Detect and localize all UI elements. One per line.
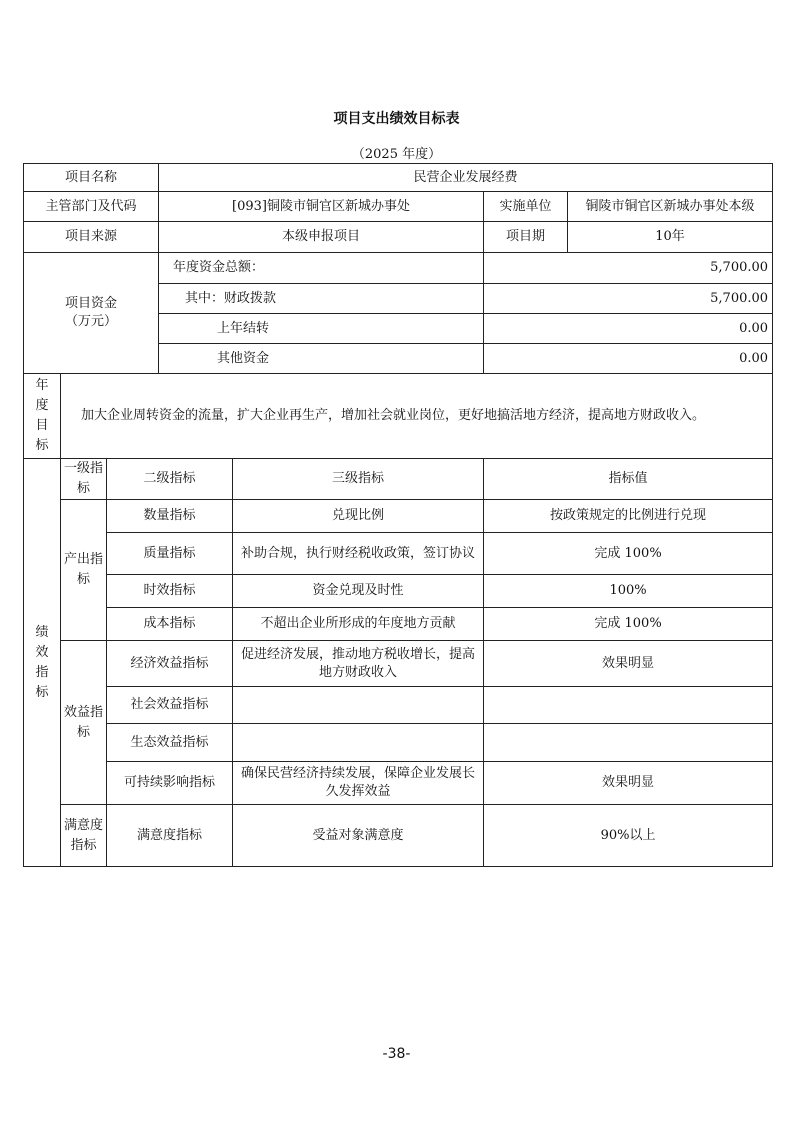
row-source — [24, 222, 773, 253]
table-row — [24, 641, 773, 687]
dept-label: 主管部门及代码 — [24, 192, 159, 222]
group-satisfaction: 满意度指标 — [61, 805, 107, 867]
perf-label — [24, 459, 61, 867]
goal-label — [24, 374, 61, 459]
header-value: 指标值 — [484, 459, 773, 500]
funds-row-value: 0.00 — [484, 344, 773, 374]
l2-cell: 可持续影响指标 — [107, 762, 233, 805]
funds-label-text: 项目资金 — [65, 296, 118, 311]
table-row — [24, 500, 773, 533]
l2-cell: 成本指标 — [107, 608, 233, 641]
value-cell — [484, 687, 773, 724]
row-annual-goal — [24, 374, 773, 459]
document-year: （2025 年度） — [351, 147, 442, 162]
funds-row-label: 其中：财政拨款 — [159, 284, 484, 314]
l3-cell — [233, 687, 484, 724]
table-row — [24, 687, 773, 724]
page-number: -38- — [382, 1046, 411, 1062]
performance-target-table — [23, 163, 773, 867]
perf-label-text: 绩效指标 — [35, 624, 49, 700]
group-output: 产出指标 — [61, 500, 107, 641]
l3-cell: 促进经济发展，推动地方税收增长，提高地方财政收入 — [233, 641, 484, 687]
funds-row-value: 5,700.00 — [484, 284, 773, 314]
funds-row-value: 5,700.00 — [484, 253, 773, 284]
value-cell: 效果明显 — [484, 762, 773, 805]
l2-cell: 生态效益指标 — [107, 724, 233, 762]
table-row — [24, 533, 773, 575]
row-perf-header — [24, 459, 773, 500]
l2-cell: 经济效益指标 — [107, 641, 233, 687]
l2-cell: 数量指标 — [107, 500, 233, 533]
period-label: 项目期 — [484, 222, 568, 253]
impl-value: 铜陵市铜官区新城办事处本级 — [568, 192, 773, 222]
dept-value: [093]铜陵市铜官区新城办事处 — [159, 192, 484, 222]
value-cell: 完成 100% — [484, 533, 773, 575]
value-cell — [484, 724, 773, 762]
source-value: 本级申报项目 — [159, 222, 484, 253]
l3-cell: 不超出企业所形成的年度地方贡献 — [233, 608, 484, 641]
table-row — [24, 805, 773, 867]
table-row — [24, 608, 773, 641]
funds-row-value: 0.00 — [484, 314, 773, 344]
l3-cell: 补助合规，执行财经税收政策，签订协议 — [233, 533, 484, 575]
value-cell: 按政策规定的比例进行兑现 — [484, 500, 773, 533]
period-value: 10年 — [568, 222, 773, 253]
project-name-label: 项目名称 — [24, 164, 159, 192]
goal-text: 加大企业周转资金的流量，扩大企业再生产，增加社会就业岗位，更好地搞活地方经济，提高地方财政收入。 — [61, 374, 773, 459]
l2-cell: 社会效益指标 — [107, 687, 233, 724]
funds-unit: （万元） — [65, 314, 118, 329]
table-row — [24, 724, 773, 762]
l3-cell: 资金兑现及时性 — [233, 575, 484, 608]
l2-cell: 满意度指标 — [107, 805, 233, 867]
row-project-name — [24, 164, 773, 192]
project-name-value: 民营企业发展经费 — [159, 164, 773, 192]
funds-row-label: 其他资金 — [159, 344, 484, 374]
document-title: 项目支出绩效目标表 — [333, 111, 460, 127]
value-cell: 100% — [484, 575, 773, 608]
l2-cell: 时效指标 — [107, 575, 233, 608]
l2-cell: 质量指标 — [107, 533, 233, 575]
l3-cell: 确保民营经济持续发展，保障企业发展长久发挥效益 — [233, 762, 484, 805]
goal-label-text: 年度目标 — [35, 378, 49, 453]
funds-row-label: 年度资金总额： — [159, 253, 484, 284]
l3-cell: 兑现比例 — [233, 500, 484, 533]
header-l1: 一级指标 — [61, 459, 107, 500]
table-row — [24, 575, 773, 608]
table-row — [24, 762, 773, 805]
funds-row-label: 上年结转 — [159, 314, 484, 344]
source-label: 项目来源 — [24, 222, 159, 253]
value-cell: 效果明显 — [484, 641, 773, 687]
row-funds-total — [24, 253, 773, 284]
header-l3: 三级指标 — [233, 459, 484, 500]
value-cell: 90%以上 — [484, 805, 773, 867]
funds-label — [24, 253, 159, 374]
value-cell: 完成 100% — [484, 608, 773, 641]
l3-cell: 受益对象满意度 — [233, 805, 484, 867]
header-l2: 二级指标 — [107, 459, 233, 500]
impl-label: 实施单位 — [484, 192, 568, 222]
l3-cell — [233, 724, 484, 762]
group-benefit: 效益指标 — [61, 641, 107, 805]
row-dept — [24, 192, 773, 222]
